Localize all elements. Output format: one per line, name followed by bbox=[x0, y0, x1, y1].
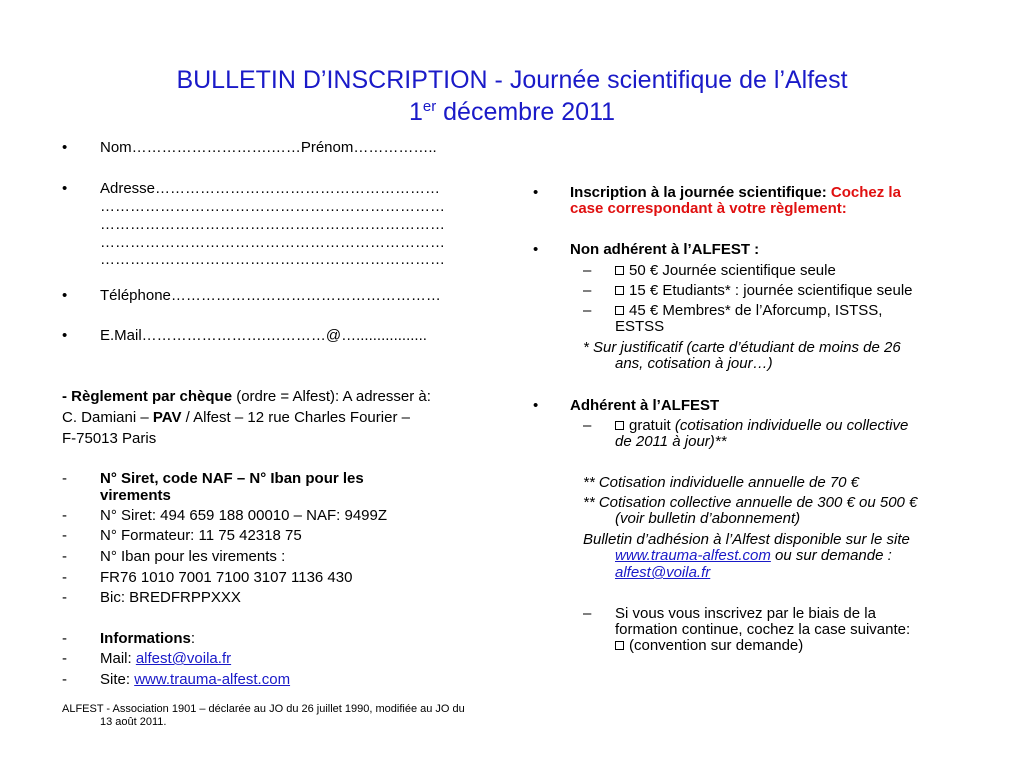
bullet: • bbox=[62, 287, 68, 304]
dash: - bbox=[62, 671, 67, 688]
cotisation-individuelle: ** Cotisation individuelle annuelle de 70 € bbox=[583, 474, 860, 491]
site-link[interactable]: www.trauma-alfest.com bbox=[134, 671, 291, 688]
formation-continue-option: (convention sur demande) bbox=[615, 637, 803, 654]
dash: - bbox=[62, 650, 67, 667]
formation-continue: Si vous vous inscrivez par le biais de la bbox=[615, 605, 876, 622]
siret-heading: N° Siret, code NAF – N° Iban pour les bbox=[100, 470, 364, 487]
adherent-heading: Adhérent à l’ALFEST bbox=[570, 397, 720, 414]
postal-address: C. Damiani – PAV / Alfest – 12 rue Charles Fourier – bbox=[62, 409, 410, 426]
bullet: • bbox=[533, 397, 539, 414]
dash: – bbox=[583, 262, 592, 279]
page-title: BULLETIN D’INSCRIPTION - Journée scientifique de l’Alfest bbox=[176, 66, 848, 94]
reglement-heading: - Règlement par chèque (ordre = Alfest): A adresser à: bbox=[62, 388, 431, 405]
bullet: • bbox=[62, 139, 68, 156]
option-journee: 50 € Journée scientifique seule bbox=[615, 262, 836, 279]
cotisation-collective-cont: (voir bulletin d’abonnement) bbox=[615, 510, 801, 527]
mail-info: Mail: alfest@voila.fr bbox=[100, 650, 232, 667]
adresse-line[interactable]: …………………………………………………………… bbox=[100, 216, 445, 233]
footer-legal: ALFEST - Association 1901 – déclarée au JO du 26 juillet 1990, modifiée au JO du bbox=[62, 703, 465, 715]
bullet: • bbox=[533, 184, 539, 201]
formation-continue-cont: formation continue, cochez la case suivante: bbox=[615, 621, 911, 638]
inscription-instruction: case correspondant à votre règlement: bbox=[570, 200, 847, 217]
bulletin-adhesion-mail bbox=[615, 564, 710, 581]
dash: - bbox=[62, 470, 67, 487]
dash: – bbox=[583, 417, 592, 434]
bullet: • bbox=[533, 241, 539, 258]
iban-value: FR76 1010 7001 7100 3107 1136 430 bbox=[100, 569, 353, 586]
siret-value: N° Siret: 494 659 188 00010 – NAF: 9499Z bbox=[100, 507, 388, 524]
adresse-line[interactable]: …………………………………………………………… bbox=[100, 251, 445, 268]
bullet: • bbox=[62, 327, 68, 344]
checkbox[interactable] bbox=[615, 641, 624, 650]
dash: – bbox=[583, 302, 592, 319]
adresse-line[interactable]: …………………………………………………………… bbox=[100, 198, 445, 215]
mail-link[interactable]: alfest@voila.fr bbox=[615, 564, 711, 581]
bullet: • bbox=[62, 180, 68, 197]
bic-value: Bic: BREDFRPPXXX bbox=[100, 589, 241, 606]
cotisation-collective: ** Cotisation collective annuelle de 300 € ou 500 € bbox=[583, 494, 918, 511]
checkbox[interactable] bbox=[615, 266, 624, 275]
justificatif-note: * Sur justificatif (carte d’étudiant de moins de 26 bbox=[583, 339, 901, 356]
informations-heading: Informations: bbox=[100, 630, 196, 647]
formateur-value: N° Formateur: 11 75 42318 75 bbox=[100, 527, 302, 544]
page-subtitle-date: 1er décembre 2011 bbox=[408, 98, 616, 126]
postal-city: F-75013 Paris bbox=[62, 430, 157, 447]
nom-prenom-field[interactable]: Nom……………………….……Prénom…………….. bbox=[100, 139, 437, 156]
inscription-heading: Inscription à la journée scientifique: Cochez la bbox=[570, 184, 901, 201]
non-adherent-heading: Non adhérent à l’ALFEST : bbox=[570, 241, 760, 258]
dash: – bbox=[583, 282, 592, 299]
siret-heading-cont: virements bbox=[100, 487, 171, 504]
site-info: Site: www.trauma-alfest.com bbox=[100, 671, 291, 688]
option-gratuit: gratuit (cotisation individuelle ou collective bbox=[615, 417, 908, 434]
option-membres-cont: ESTSS bbox=[615, 318, 665, 335]
justificatif-note-cont: ans, cotisation à jour…) bbox=[615, 355, 773, 372]
telephone-field[interactable]: Téléphone……………………………………………… bbox=[100, 287, 441, 304]
checkbox[interactable] bbox=[615, 306, 624, 315]
adresse-line[interactable]: …………………………………………………………… bbox=[100, 234, 445, 251]
site-link[interactable]: www.trauma-alfest.com bbox=[615, 547, 771, 564]
dash: – bbox=[583, 605, 592, 622]
bulletin-adhesion: Bulletin d’adhésion à l’Alfest disponible sur le site bbox=[583, 531, 910, 548]
option-gratuit-cont: de 2011 à jour)** bbox=[615, 433, 727, 450]
email-field[interactable]: E.Mail…………………….…………@…................. bbox=[100, 327, 427, 344]
option-etudiants: 15 € Etudiants* : journée scientifique seule bbox=[615, 282, 913, 299]
checkbox[interactable] bbox=[615, 421, 624, 430]
checkbox[interactable] bbox=[615, 286, 624, 295]
dash: - bbox=[62, 630, 67, 647]
bulletin-adhesion-cont: www.trauma-alfest.com ou sur demande : bbox=[615, 547, 892, 564]
option-membres: 45 € Membres* de l’Aforcump, ISTSS, bbox=[615, 302, 882, 319]
iban-label: N° Iban pour les virements : bbox=[100, 548, 286, 565]
footer-legal-cont: 13 août 2011. bbox=[100, 716, 167, 728]
dash: - bbox=[62, 548, 67, 565]
dash: - bbox=[62, 527, 67, 544]
dash: - bbox=[62, 589, 67, 606]
dash: - bbox=[62, 507, 67, 524]
adresse-field[interactable]: Adresse………………………………………………… bbox=[100, 180, 441, 197]
mail-link[interactable]: alfest@voila.fr bbox=[135, 650, 232, 667]
dash: - bbox=[62, 569, 67, 586]
